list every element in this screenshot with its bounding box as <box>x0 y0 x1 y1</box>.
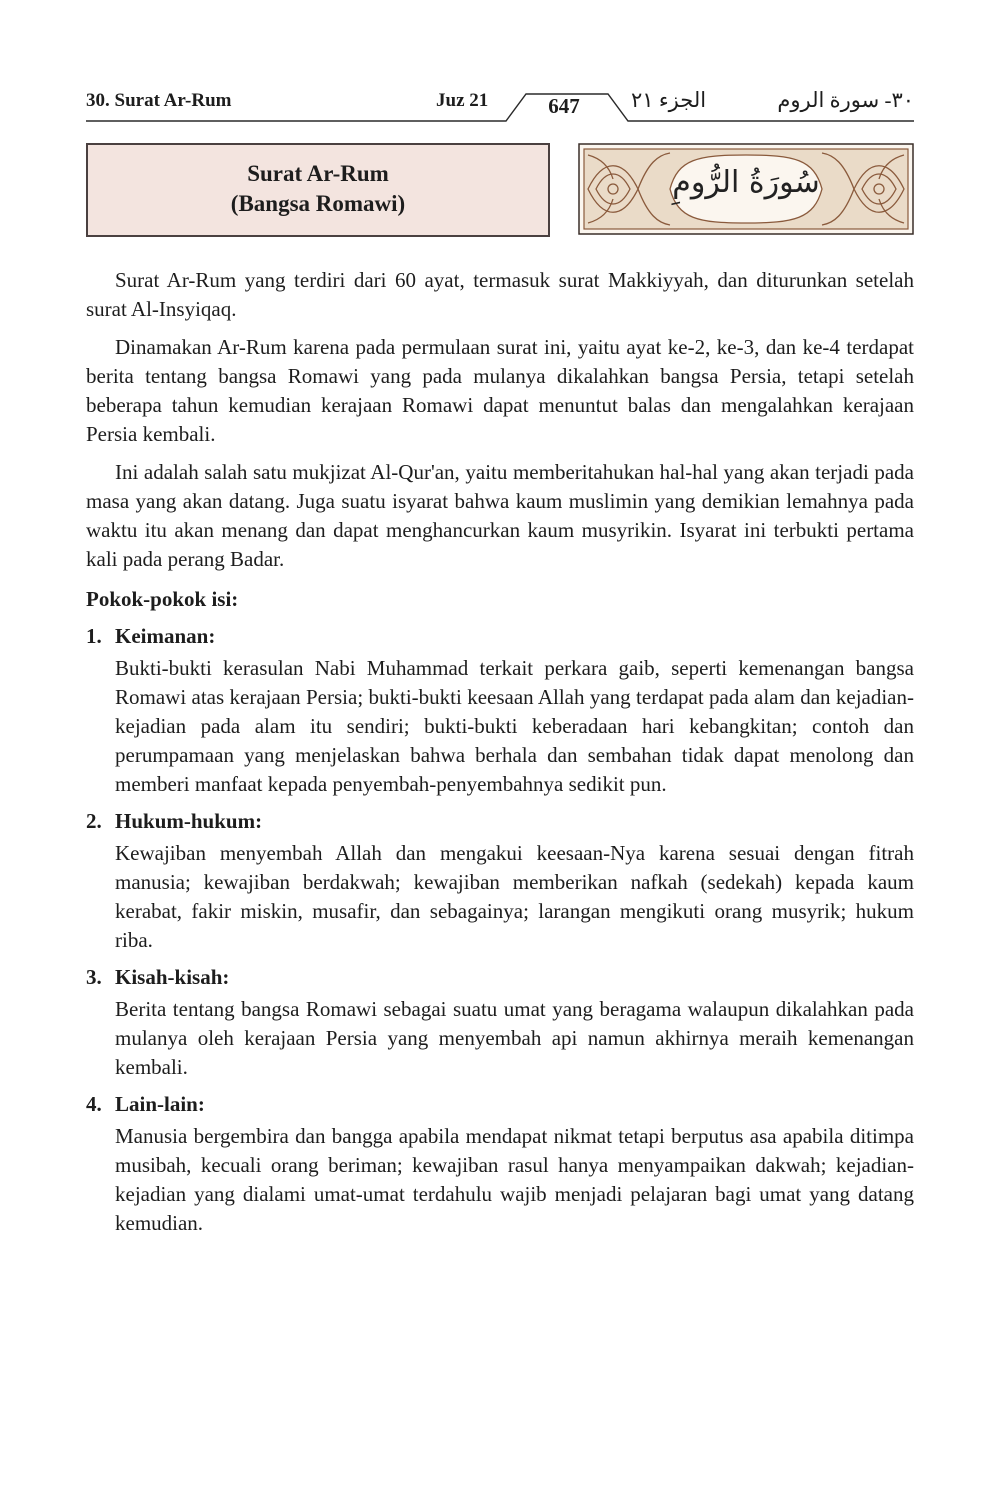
running-header <box>86 88 914 128</box>
main-content <box>86 266 914 1246</box>
header-juz: Juz 21 <box>436 90 489 111</box>
list-item-body: Berita tentang bangsa Romawi sebagai suatu umat yang beragama walaupun dikalahkan pada mulanya oleh kerajaan Persia yang menyembah api namun akhirnya meraih kemenangan kembali. <box>115 997 914 1079</box>
list-item-title: Hukum-hukum: <box>115 809 263 833</box>
list-item-body: Bukti-bukti kerasulan Nabi Muhammad terkait perkara gaib, seperti kemenangan bangsa Romawi atas kerajaan Persia; bukti-bukti keesaan Allah yang terdapat pada alam dan kejadian-kejadian pada alam itu sendiri; bukti-bukti keberadaan hari kebangkitan; contoh dan perumpamaan yang menjelaskan bahwa berhala dan sembahan tidak dapat menolong dan memberi manfaat kepada penyembah-penyembahnya sedikit pun. <box>115 656 914 796</box>
surah-calligraphy-ornament <box>578 143 914 235</box>
list-item-body: Kewajiban menyembah Allah dan mengakui keesaan-Nya karena sesuai dengan fitrah manusia; kewajiban berdakwah; kewajiban memberikan nafkah (sedekah) kepada kaum kerabat, fakir miskin, musafir, dan sebagainya; larangan mengikuti orang musyrik; hukum riba. <box>115 841 914 952</box>
section-title: Pokok-pokok isi: <box>86 587 239 611</box>
miracle-paragraph: Ini adalah salah satu mukjizat Al-Qur'an, yaitu memberitahukan hal-hal yang akan terjadi pada masa yang akan datang. Juga suatu isyarat bahwa kaum muslimin yang demikian lemahnya pada waktu itu akan menang dan dapat menghancurkan kaum musyrikin. Isyarat ini terbukti pertama kali pada perang Badar. <box>86 460 914 571</box>
list-item <box>86 807 914 955</box>
surah-title: Surat Ar-Rum <box>247 161 389 186</box>
header-surah-name: 30. Surat Ar-Rum <box>86 90 232 111</box>
list-item-title: Lain-lain: <box>115 1092 205 1116</box>
page-number: 647 <box>548 94 580 118</box>
list-item-number: 4. <box>86 1092 102 1116</box>
list-item <box>86 1090 914 1238</box>
intro-paragraph: Surat Ar-Rum yang terdiri dari 60 ayat, termasuk surat Makkiyyah, dan diturunkan setelah surat Al-Insyiqaq. <box>86 268 914 321</box>
header-juz-arabic: الجزء ٢١ <box>631 88 707 112</box>
list-item <box>86 963 914 1082</box>
list-item-number: 1. <box>86 624 102 648</box>
naming-paragraph: Dinamakan Ar-Rum karena pada permulaan surat ini, yaitu ayat ke-2, ke-3, dan ke-4 terdapat berita tentang bangsa Romawi yang pada mulanya dikalahkan bangsa Persia, tetapi setelah beberapa tahun kemudian kerajaan Romawi dapat menuntut balas dan mengalahkan kerajaan Persia kembali. <box>86 335 914 446</box>
surah-arabic-calligraphy: سُورَةُ الرُّومِ <box>672 165 820 200</box>
list-item-title: Kisah-kisah: <box>115 965 230 989</box>
list-item-title: Keimanan: <box>115 624 216 648</box>
surah-subtitle: (Bangsa Romawi) <box>230 191 406 216</box>
list-item <box>86 622 914 799</box>
surah-title-box <box>86 143 550 237</box>
list-item-number: 3. <box>86 965 102 989</box>
list-item-number: 2. <box>86 809 102 833</box>
list-item-body: Manusia bergembira dan bangga apabila mendapat nikmat tetapi berputus asa apabila ditimpa musibah, kecuali orang beriman; kewajiban rasul hanya menyampaikan dakwah; kejadian-kejadian yang dialami umat-umat terdahulu wajib menjadi pelajaran bagi umat yang datang kemudian. <box>115 1124 914 1235</box>
header-surah-arabic: ٣٠- سورة الروم <box>777 88 914 112</box>
